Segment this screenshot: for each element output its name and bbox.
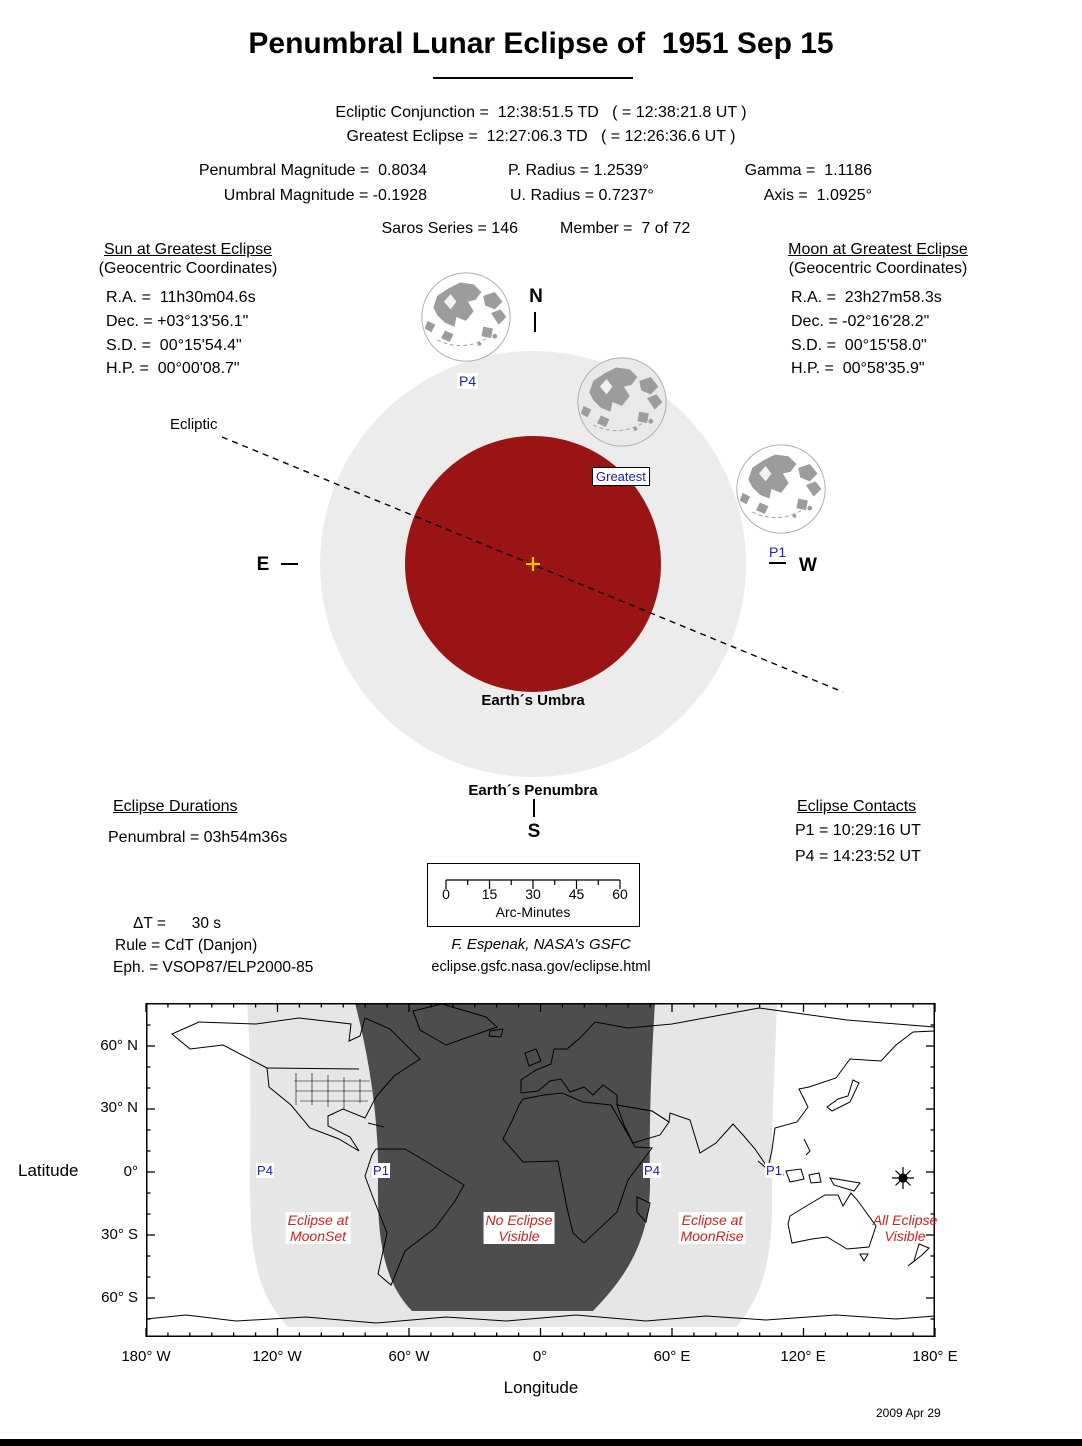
greatest-label: Greatest xyxy=(592,467,650,486)
lon-tick-0: 0° xyxy=(532,1348,548,1365)
rule: Rule = CdT (Danjon) xyxy=(115,937,258,954)
sun-ra: R.A. = 11h30m04.6s xyxy=(106,289,256,306)
region-line1: No Eclipse xyxy=(485,1212,553,1228)
durations-header: Eclipse Durations xyxy=(113,798,238,815)
lon-tick-120e: 120° E xyxy=(780,1348,826,1365)
moon-at-p1 xyxy=(733,441,829,537)
region-line1: Eclipse at xyxy=(681,1212,743,1228)
saros-series: Saros Series = 146 xyxy=(381,220,518,237)
region-line2: Visible xyxy=(884,1228,926,1244)
arc-minutes-label: Arc-Minutes xyxy=(495,904,571,920)
map-p4-west-label: P4 xyxy=(257,1163,273,1178)
umbral-magnitude: Umbral Magnitude = -0.1928 xyxy=(223,187,427,204)
moon-sd: S.D. = 00°15'58.0" xyxy=(791,337,927,354)
east-dash xyxy=(281,563,298,565)
sun-hp: H.P. = 00°00'08.7" xyxy=(106,360,240,377)
region-all-eclipse-visible xyxy=(871,1212,940,1244)
region-line2: MoonSet xyxy=(289,1228,347,1244)
p4-contact-label: P4 xyxy=(459,373,477,389)
west-label: W xyxy=(799,555,817,576)
saros-member: Member = 7 of 72 xyxy=(560,220,691,237)
region-line1: Eclipse at xyxy=(287,1212,349,1228)
moon-hp: H.P. = 00°58'35.9" xyxy=(791,360,925,377)
credit-url: eclipse.gsfc.nasa.gov/eclipse.html xyxy=(431,959,651,975)
moon-dec: Dec. = -02°16'28.2" xyxy=(791,313,930,330)
lon-tick-120w: 120° W xyxy=(252,1348,302,1365)
south-tick xyxy=(533,799,535,817)
no-eclipse-zone xyxy=(355,1003,655,1311)
map-p1-east-label: P1 xyxy=(766,1163,782,1178)
region-line2: MoonRise xyxy=(680,1228,744,1244)
lat-tick-30s: 30° S xyxy=(101,1226,138,1243)
longitude-axis-title: Longitude xyxy=(503,1378,579,1397)
greatest-center-cross xyxy=(526,557,540,571)
moon-subheader: (Geocentric Coordinates) xyxy=(788,260,968,277)
region-line2: Visible xyxy=(498,1228,540,1244)
umbra-label: Earth´s Umbra xyxy=(481,692,585,709)
penumbra-label: Earth´s Penumbra xyxy=(468,782,598,799)
title-underline xyxy=(433,77,633,79)
region-eclipse-at-moonrise xyxy=(678,1212,745,1244)
east-label: E xyxy=(256,554,270,575)
south-label: S xyxy=(527,821,541,842)
contact-p1-time: P1 = 10:29:16 UT xyxy=(795,822,921,839)
scale-tick-45: 45 xyxy=(568,886,585,902)
ecliptic-label: Ecliptic xyxy=(170,416,218,433)
axis: Axis = 1.0925° xyxy=(763,187,872,204)
delta-t: ΔT = 30 s xyxy=(133,915,222,932)
page-title: Penumbral Lunar Eclipse of 1951 Sep 15 xyxy=(248,27,834,60)
scale-bar-box xyxy=(427,863,640,927)
credit-author: F. Espenak, NASA's GSFC xyxy=(451,936,631,953)
penumbral-magnitude: Penumbral Magnitude = 0.8034 xyxy=(198,162,427,179)
region-line1: All Eclipse xyxy=(872,1212,938,1228)
sun-sd: S.D. = 00°15'54.4" xyxy=(106,337,242,354)
scale-tick-15: 15 xyxy=(481,886,498,902)
north-tick xyxy=(534,312,536,332)
sun-dec: Dec. = +03°13'56.1" xyxy=(106,313,249,330)
moon-at-p4 xyxy=(418,269,514,365)
lat-tick-60s: 60° S xyxy=(101,1289,138,1306)
region-eclipse-at-moonset xyxy=(286,1212,351,1244)
lat-tick-0: 0° xyxy=(123,1163,138,1180)
map-p1-west-label: P1 xyxy=(373,1163,389,1178)
bottom-border-bar xyxy=(0,1439,1082,1446)
map-p4-east-label: P4 xyxy=(644,1163,660,1178)
north-label: N xyxy=(529,286,543,307)
scale-tick-0: 0 xyxy=(442,886,450,902)
greatest-eclipse-line: Greatest Eclipse = 12:27:06.3 TD ( = 12:26:36.6 UT ) xyxy=(346,128,736,145)
ecliptic-conjunction-line: Ecliptic Conjunction = 12:38:51.5 TD ( = 12:38:21.8 UT ) xyxy=(335,104,747,121)
scale-tick-60: 60 xyxy=(612,886,628,902)
lon-tick-180w: 180° W xyxy=(121,1348,171,1365)
lat-tick-30n: 30° N xyxy=(100,1099,138,1116)
p-radius: P. Radius = 1.2539° xyxy=(508,162,649,179)
lon-tick-180e: 180° E xyxy=(912,1348,958,1365)
contact-p4-time: P4 = 14:23:52 UT xyxy=(795,848,921,865)
contacts-header: Eclipse Contacts xyxy=(797,798,917,815)
moon-at-greatest xyxy=(574,354,670,450)
sun-header: Sun at Greatest Eclipse xyxy=(103,241,273,258)
lat-tick-60n: 60° N xyxy=(100,1037,138,1054)
ephemeris: Eph. = VSOP87/ELP2000-85 xyxy=(113,959,314,976)
sun-subheader: (Geocentric Coordinates) xyxy=(98,260,278,277)
chart-date: 2009 Apr 29 xyxy=(876,1406,941,1420)
penumbral-duration: Penumbral = 03h54m36s xyxy=(108,829,288,846)
moon-ra: R.A. = 23h27m58.3s xyxy=(791,289,942,306)
moon-header: Moon at Greatest Eclipse xyxy=(788,241,968,258)
latitude-axis-title: Latitude xyxy=(18,1161,79,1180)
gamma: Gamma = 1.1186 xyxy=(744,162,872,179)
scale-tick-30: 30 xyxy=(525,886,541,902)
lon-tick-60w: 60° W xyxy=(388,1348,430,1365)
p1-contact-label: P1 xyxy=(769,544,786,564)
u-radius: U. Radius = 0.7237° xyxy=(510,187,654,204)
lon-tick-60e: 60° E xyxy=(653,1348,691,1365)
region-no-eclipse-visible xyxy=(484,1212,555,1244)
